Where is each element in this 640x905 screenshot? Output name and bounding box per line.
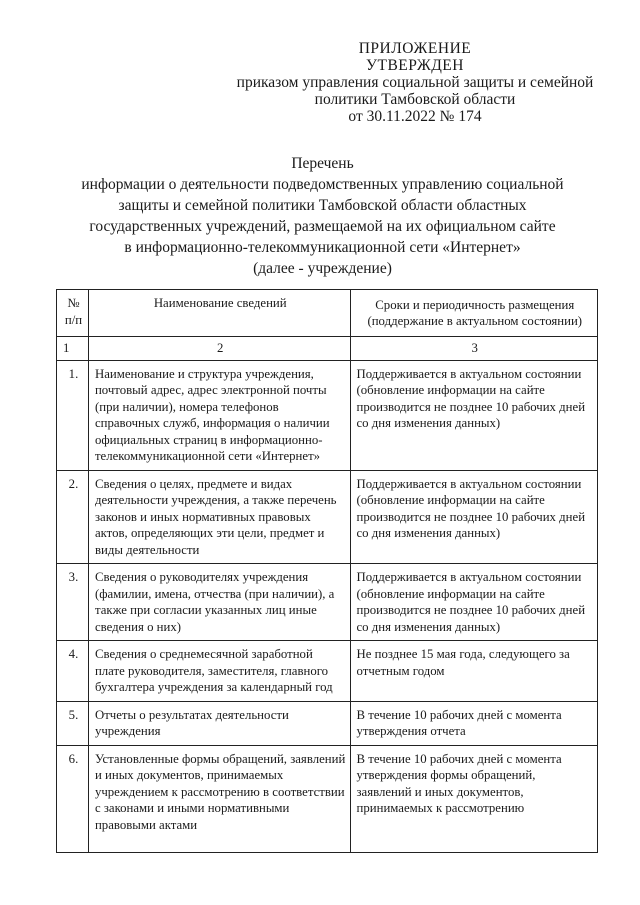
approval-approved-label: УТВЕРЖДЕН: [366, 57, 464, 74]
row-terms: Поддерживается в актуальном состоянии (обновление информации на сайте производится не позднее 10 рабочих дней со дня изменения данных): [350, 564, 598, 641]
row-name: Сведения о руководителях учреждения (фамилии, имена, отчества (при наличии), а также при согласии указанных лиц иные сведения о них): [88, 564, 350, 641]
row-number: 5.: [57, 701, 89, 745]
header-terms-line-2: (поддержание в актуальном состоянии): [367, 314, 583, 328]
table-row: [57, 470, 598, 564]
table-row: [57, 564, 598, 641]
row-terms: В течение 10 рабочих дней с момента утверждения формы обращений, заявлений и иных документов, принимаемых к рассмотрению: [350, 745, 598, 852]
index-cell-2: 2: [88, 337, 350, 361]
table-row: [57, 745, 598, 852]
row-number: 1.: [57, 360, 89, 470]
row-terms: Поддерживается в актуальном состоянии (обновление информации на сайте производится не позднее 10 рабочих дней со дня изменения данных): [350, 360, 598, 470]
row-name: Отчеты о результатах деятельности учреждения: [88, 701, 350, 745]
row-terms: Не позднее 15 мая года, следующего за отчетным годом: [350, 641, 598, 702]
approval-order-line: приказом управления социальной защиты и семейной: [236, 74, 594, 91]
title-line-3: защиты и семейной политики Тамбовской области областных: [118, 197, 527, 214]
table-row: [57, 701, 598, 745]
row-terms: В течение 10 рабочих дней с момента утверждения отчета: [350, 701, 598, 745]
title-line-6: (далее - учреждение): [253, 260, 392, 277]
approval-authority-line: политики Тамбовской области: [314, 91, 516, 108]
approval-date-number: от 30.11.2022 № 174: [348, 108, 482, 125]
table-row: [57, 360, 598, 470]
table-row: [57, 641, 598, 702]
index-cell-1: 1: [57, 337, 89, 361]
information-table: [56, 289, 598, 853]
header-num-cell: [57, 290, 89, 337]
approval-stamp: [230, 40, 600, 125]
row-name: Сведения о целях, предмете и видах деятельности учреждения, а также перечень законов и иных нормативных правовых актов, определяющих эти цели, предмет и виды деятельности: [88, 470, 350, 564]
row-number: 4.: [57, 641, 89, 702]
table-index-row: [57, 337, 598, 361]
title-line-2: информации о деятельности подведомственных управлению социальной: [81, 176, 564, 193]
approval-appendix-label: ПРИЛОЖЕНИЕ: [358, 40, 472, 57]
row-number: 6.: [57, 745, 89, 852]
row-number: 2.: [57, 470, 89, 564]
row-terms: Поддерживается в актуальном состоянии (обновление информации на сайте производится не позднее 10 рабочих дней со дня изменения данных): [350, 470, 598, 564]
document-title: [40, 153, 605, 279]
title-line-4: государственных учреждений, размещаемой на их официальном сайте: [89, 218, 556, 235]
row-name: Установленные формы обращений, заявлений и иных документов, принимаемых учреждением к рассмотрению в соответствии с законами и иными нормативными правовыми актами: [88, 745, 350, 852]
row-number: 3.: [57, 564, 89, 641]
row-name: Наименование и структура учреждения, почтовый адрес, адрес электронной почты (при наличии), номера телефонов справочных служб, информация о наличии официальных страниц в информационно-телекоммуникационной сети «Интернет»: [88, 360, 350, 470]
header-num-abbr: п/п: [64, 312, 83, 327]
index-cell-3: 3: [350, 337, 598, 361]
header-terms-cell: [350, 290, 598, 337]
title-line-1: Перечень: [291, 155, 354, 172]
table-header-row: [57, 290, 598, 337]
title-line-5: в информационно-телекоммуникационной сети «Интернет»: [124, 239, 521, 256]
header-name-cell: Наименование сведений: [88, 290, 350, 337]
row-name: Сведения о среднемесячной заработной плате руководителя, заместителя, главного бухгалтера учреждения за календарный год: [88, 641, 350, 702]
header-num-symbol: №: [67, 296, 80, 310]
header-terms-line-1: Сроки и периодичность размещения: [375, 297, 575, 312]
